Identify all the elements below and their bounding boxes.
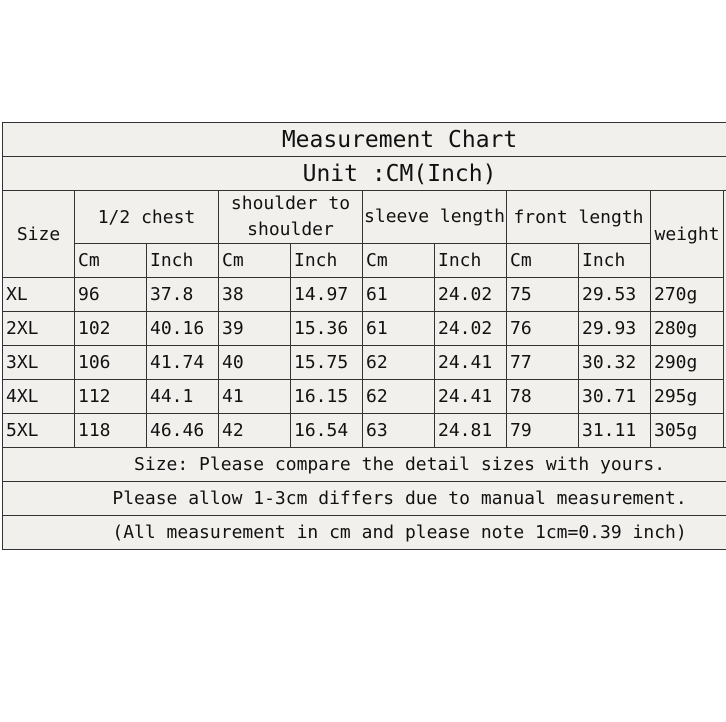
- cell-chest-inch: 44.1: [147, 380, 219, 414]
- unit-label: Unit :CM(Inch): [3, 157, 726, 191]
- cell-sleeve-cm: 62: [363, 380, 435, 414]
- cell-weight: 280g: [651, 312, 724, 346]
- cell-sleeve-cm: 61: [363, 312, 435, 346]
- cell-weight: 270g: [651, 278, 724, 312]
- cell-front-cm: 79: [507, 414, 579, 448]
- subheader-inch: Inch: [579, 244, 651, 278]
- cell-front-cm: 75: [507, 278, 579, 312]
- table-row: [3, 380, 726, 414]
- subheader-inch: Inch: [291, 244, 363, 278]
- cell-weight: 295g: [651, 380, 724, 414]
- cell-shoulder-cm: 41: [219, 380, 291, 414]
- cell-chest-cm: 118: [75, 414, 147, 448]
- header-front-length: front length: [507, 191, 651, 244]
- cell-sleeve-cm: 61: [363, 278, 435, 312]
- cell-chest-inch: 46.46: [147, 414, 219, 448]
- cell-size: 3XL: [3, 346, 75, 380]
- cell-chest-inch: 41.74: [147, 346, 219, 380]
- measurement-chart-table: [2, 122, 726, 550]
- cell-chest-cm: 96: [75, 278, 147, 312]
- cell-front-cm: 78: [507, 380, 579, 414]
- table-row: [3, 414, 726, 448]
- subheader-cm: Cm: [363, 244, 435, 278]
- cell-shoulder-inch: 14.97: [291, 278, 363, 312]
- cell-sleeve-inch: 24.02: [435, 278, 507, 312]
- cell-chest-cm: 102: [75, 312, 147, 346]
- cell-chest-inch: 37.8: [147, 278, 219, 312]
- cell-weight: 305g: [651, 414, 724, 448]
- subheader-cm: Cm: [75, 244, 147, 278]
- header-chest: 1/2 chest: [75, 191, 219, 244]
- cell-size: 2XL: [3, 312, 75, 346]
- cell-size: 5XL: [3, 414, 75, 448]
- cell-shoulder-cm: 38: [219, 278, 291, 312]
- header-size: Size: [3, 191, 75, 278]
- header-weight: weight: [651, 191, 724, 278]
- table-row: [3, 312, 726, 346]
- cell-weight: 290g: [651, 346, 724, 380]
- cell-chest-inch: 40.16: [147, 312, 219, 346]
- cell-sleeve-cm: 62: [363, 346, 435, 380]
- cell-shoulder-inch: 16.54: [291, 414, 363, 448]
- cell-front-inch: 29.93: [579, 312, 651, 346]
- note-manual-measurement: Please allow 1-3cm differs due to manual measurement.: [3, 482, 726, 516]
- cell-front-cm: 76: [507, 312, 579, 346]
- cell-front-inch: 31.11: [579, 414, 651, 448]
- cell-shoulder-cm: 42: [219, 414, 291, 448]
- cell-shoulder-inch: 15.75: [291, 346, 363, 380]
- cell-shoulder-cm: 39: [219, 312, 291, 346]
- cell-sleeve-inch: 24.81: [435, 414, 507, 448]
- cell-size: 4XL: [3, 380, 75, 414]
- header-shoulder: shoulder to shoulder: [219, 191, 363, 244]
- cell-front-inch: 30.32: [579, 346, 651, 380]
- cell-sleeve-inch: 24.41: [435, 346, 507, 380]
- cell-chest-cm: 112: [75, 380, 147, 414]
- cell-shoulder-inch: 15.36: [291, 312, 363, 346]
- cell-sleeve-inch: 24.41: [435, 380, 507, 414]
- table-row: [3, 346, 726, 380]
- subheader-cm: Cm: [507, 244, 579, 278]
- subheader-inch: Inch: [147, 244, 219, 278]
- subheader-cm: Cm: [219, 244, 291, 278]
- table-row: [3, 278, 726, 312]
- cell-sleeve-cm: 63: [363, 414, 435, 448]
- note-compare-sizes: Size: Please compare the detail sizes with yours.: [3, 448, 726, 482]
- cell-chest-cm: 106: [75, 346, 147, 380]
- cell-front-cm: 77: [507, 346, 579, 380]
- cell-shoulder-cm: 40: [219, 346, 291, 380]
- note-unit-conversion: (All measurement in cm and please note 1cm=0.39 inch): [3, 516, 726, 550]
- cell-shoulder-inch: 16.15: [291, 380, 363, 414]
- cell-sleeve-inch: 24.02: [435, 312, 507, 346]
- cell-front-inch: 30.71: [579, 380, 651, 414]
- subheader-inch: Inch: [435, 244, 507, 278]
- cell-size: XL: [3, 278, 75, 312]
- header-sleeve: sleeve length: [363, 191, 507, 244]
- cell-front-inch: 29.53: [579, 278, 651, 312]
- chart-title: Measurement Chart: [3, 123, 726, 157]
